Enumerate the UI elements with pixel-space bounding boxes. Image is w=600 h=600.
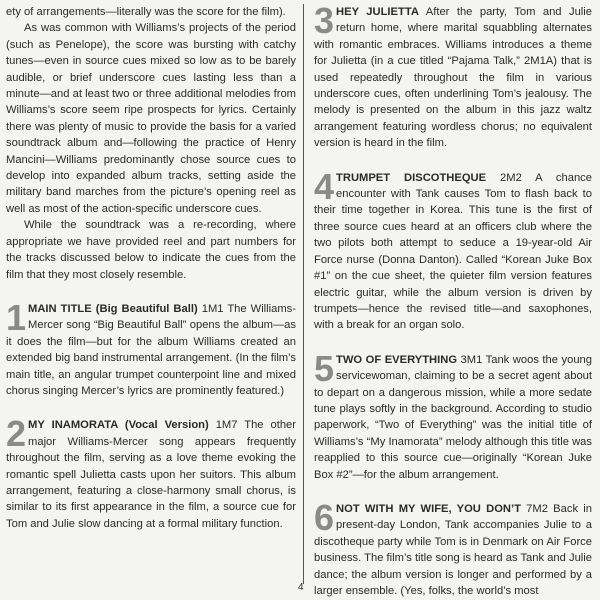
track-entry bbox=[314, 165, 592, 334]
track-number: 5 bbox=[314, 347, 335, 389]
track-entry bbox=[314, 347, 592, 483]
track-text: 1M1 The Williams-Mercer song “Big Beautiful Ball” opens the album—as it does the film—but for the album Williams created an extended big band instrumental arrangement. (In the film’s main title, an angular trumpet counterpoint line and mixed chorus singing Mercer’s lyrics are prominently featured.) bbox=[6, 302, 296, 397]
track-entry bbox=[314, 0, 593, 152]
track-number: 4 bbox=[314, 165, 335, 207]
column-divider bbox=[303, 4, 304, 584]
track-description bbox=[6, 413, 296, 532]
paragraph: ety of arrangements—literally was the score for the film). bbox=[6, 6, 286, 18]
track-title: MAIN TITLE (Big Beautiful Ball) bbox=[28, 302, 198, 315]
track-title: TRUMPET DISCOTHEQUE bbox=[336, 171, 487, 184]
track-title: NOT WITH MY WIFE, YOU DON’T bbox=[336, 502, 521, 515]
track-text: 3M1 Tank woos the young servicewoman, claiming to be a secret agent about to depart on a dangerous mission, while a more sedate tune plays softly in the background. According to studio paperwork, “Two of Everything” was the initial title of Williams’s “My Inamorata” melody although this title was reapplied to this source cue—originally “Korean Juke Box #2”—for the album arrangement. bbox=[314, 353, 592, 481]
track-text: 1M7 The other major Williams-Mercer song appears frequently throughout the film, serving as a love theme evoking the romantic spell Julietta casts upon her suitors. This album arrangement, featuring a close-harmony small chorus, is similar to its first appearance in the film, a source cue for Tom and Julie slow dancing at a formal military function. bbox=[6, 419, 296, 530]
track-number: 3 bbox=[314, 0, 335, 41]
track-title: HEY JULIETTA bbox=[336, 6, 419, 18]
left-column bbox=[6, 4, 296, 532]
track-text: After the party, Tom and Julie return home, where marital squabbling alternates with romantic embraces. Williams introduces a theme for Julietta (in a cue titled “Pajama Talk,” 2M1A) that is used repeatedly throughout the film in various underscore cues, often underlining Tom’s jealousy. The melody is presented on the album in this jazz waltz arrangement featuring wordless chorus; no equivalent version is heard in the film. bbox=[314, 6, 593, 150]
track-entry bbox=[314, 496, 593, 599]
paragraph: As was common with Williams’s projects of the period (such as Penelope), the score was bursting with catchy tunes—even in source cues mixed so low as to be barely audible, or brief underscore cues lasting less than a minute—and at least two or three additional melodies from Williams’s score seem ripe prospects for lyrics. Certainly there was plenty of music to provide the basis for a varied soundtrack album and—following the practice of Henry Mancini—Williams predominantly chose source cues to develop into expanded album tracks, setting aside the military band marches from the picture’s opening reel as well as most of the action-specific underscore cues. bbox=[6, 22, 296, 215]
track-entry bbox=[6, 413, 296, 532]
track-number: 2 bbox=[6, 413, 27, 455]
track-number: 1 bbox=[6, 296, 27, 338]
paragraph: While the soundtrack was a re-recording, where appropriate we have provided reel and part numbers for the tracks discussed below to indicate the cues from the film that they most closely resemble. bbox=[6, 219, 296, 281]
track-description bbox=[314, 347, 592, 483]
track-description bbox=[314, 165, 592, 334]
track-description bbox=[314, 0, 593, 152]
track-description bbox=[6, 296, 296, 399]
page-number: 4 bbox=[298, 582, 304, 593]
track-title: TWO OF EVERYTHING bbox=[336, 353, 458, 366]
track-title: MY INAMORATA (Vocal Version) bbox=[28, 419, 209, 432]
track-entry bbox=[6, 296, 296, 399]
right-column bbox=[314, 0, 593, 599]
track-text: 2M2 A chance encounter with Tank causes Tom to flash back to their time together in Korea. This tune is the first of three source cues heard at an officers club where the two pilots both attempt to seduce a 19-year-old Air Force nurse (Donna Danton). Called “Korean Juke Box #1” on the cue sheet, the quieter film version features electric guitar, while the album version is driven by trumpets—hence the revised title—and saxophones, with a break for an organ solo. bbox=[314, 171, 592, 332]
track-text: 7M2 Back in present-day London, Tank accompanies Julie to a discotheque party while Tom is in Denmark on Air Force business. The film’s title song is heard as Tank and Julie dance; the album version is longer and performed by a larger ensemble. (Yes, folks, the world’s most bbox=[314, 502, 593, 597]
track-number: 6 bbox=[314, 496, 335, 538]
track-description bbox=[314, 496, 593, 599]
